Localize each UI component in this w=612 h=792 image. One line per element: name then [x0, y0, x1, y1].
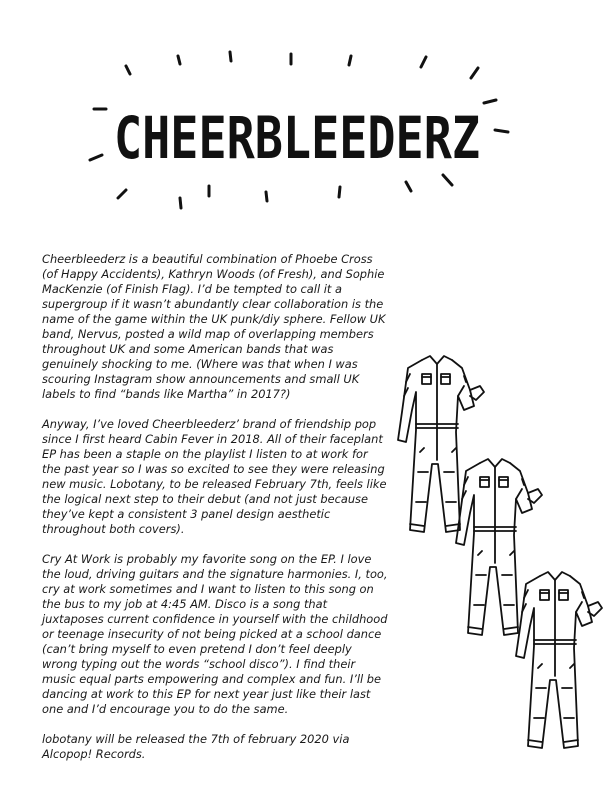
- jumpsuit-illustration-3: [512, 568, 608, 754]
- article-body: [42, 252, 414, 777]
- paragraph-review: Cry At Work is probably my favorite song on the EP. I love the loud, driving guitars and the signature harmonies. I, too, cry at work sometimes and I want to listen to this song on the bus to my job at 4:45 AM. Disco is a song that juxtaposes current confidence in yourself with the childhood or teenage insecurity of not being picked at a school dance (can’t bring myself to even pretend I don’t feel deeply wrong typing out the words “school disco”). I find their music equal parts empowering and complex and fun. I’ll be dancing at work to this EP for next year just like their last one and I’d encourage you to do the same.: [42, 552, 388, 716]
- paragraph-intro: Cheerbleederz is a beautiful combination of Phoebe Cross (of Happy Accidents), Kathryn Woods (of Fresh), and Sophie MacKenzie (of Finish Flag). I’d be tempted to call it a supergroup if it wasn’t abundantly clear collaboration is the name of the game within the UK punk/diy sphere. Fellow UK band, Nervus, posted a wild map of overlapping members throughout UK and some American bands that was genuinely shocking to me. (Where was that when I was scouring Instagram show announcements and small UK labels to find “bands like Martha” in 2017?): [42, 252, 386, 401]
- paragraph-release-note: lobotany will be released the 7th of february 2020 via Alcopop! Records.: [42, 732, 350, 761]
- title-logo: [80, 40, 520, 230]
- band-name-title: CHEERBLEEDERZ: [114, 104, 480, 172]
- paragraph-background: Anyway, I’ve loved Cheerbleederz’ brand of friendship pop since I first heard Cabin Fever in 2018. All of their faceplant EP has been a staple on the playlist I listen to at work for the past year so I was so excited to see they were releasing new music. Lobotany, to be released February 7th, feels like the logical next step to their debut (and not just because they’ve kept a consistent 3 panel design aesthetic throughout both covers).: [42, 417, 387, 536]
